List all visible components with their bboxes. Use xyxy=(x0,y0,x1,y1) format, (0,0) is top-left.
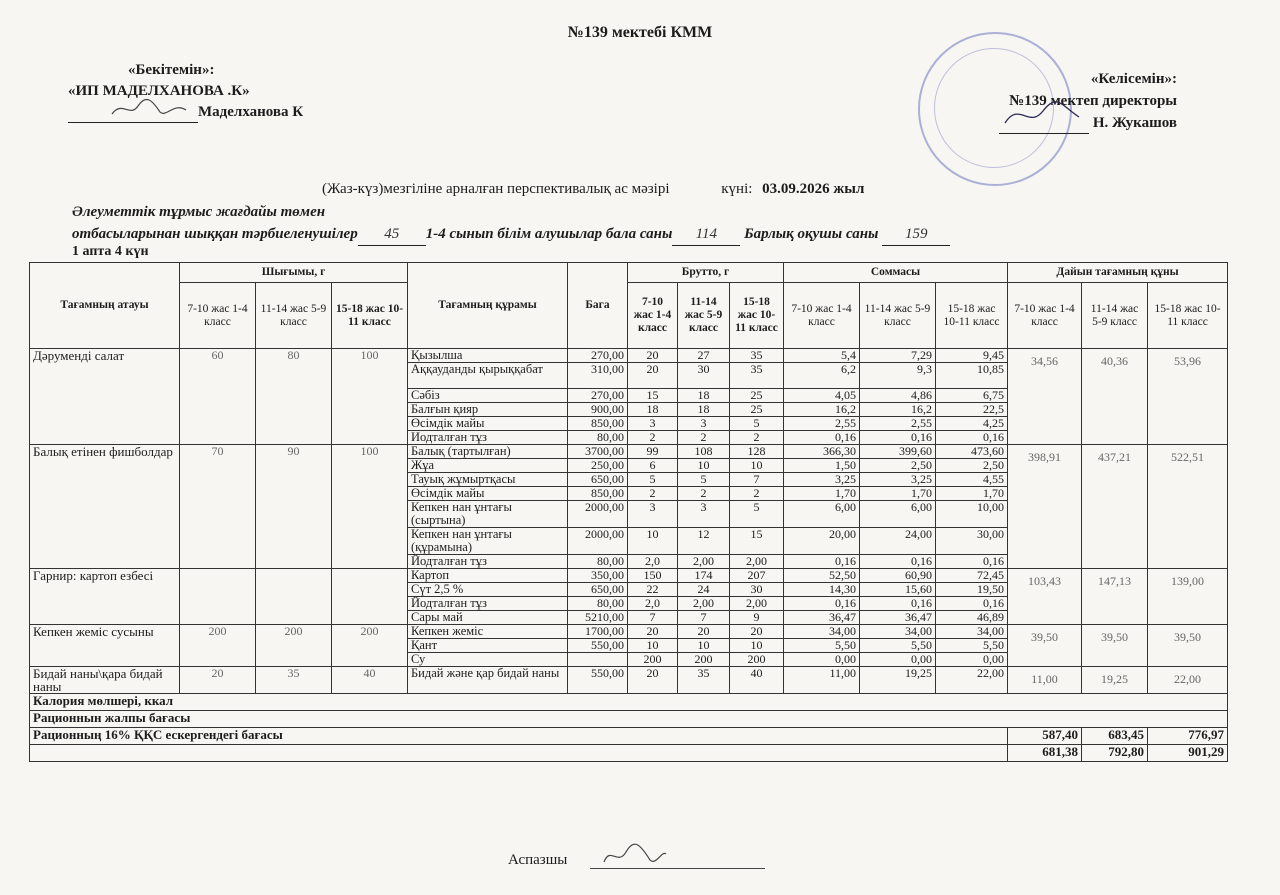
ingredient-sum: 34,00 xyxy=(860,625,936,639)
gross-weight: 18 xyxy=(678,403,730,417)
gross-weight: 20 xyxy=(730,625,784,639)
social-block xyxy=(72,201,950,246)
ingredient-price: 270,00 xyxy=(568,389,628,403)
gross-weight: 10 xyxy=(628,528,678,555)
ingredient-price xyxy=(568,653,628,667)
gross-weight: 2,00 xyxy=(678,555,730,569)
gross-weight: 20 xyxy=(628,349,678,363)
ingredient-sum: 34,00 xyxy=(784,625,860,639)
agree-block xyxy=(962,68,1177,134)
gross-weight: 3 xyxy=(628,501,678,528)
gross-weight: 2 xyxy=(730,431,784,445)
gross-weight: 20 xyxy=(628,363,678,389)
ingredient-sum: 1,70 xyxy=(936,487,1008,501)
header-sum: Соммасы xyxy=(784,263,1008,283)
ingredient-sum: 0,16 xyxy=(784,597,860,611)
dish-cost: 103,43 xyxy=(1008,569,1082,625)
header-composition: Тағамның құрамы xyxy=(408,263,568,349)
grade-1-4-count: 114 xyxy=(672,223,740,246)
header-gross-3: 15-18 жас 10-11 класс xyxy=(730,283,784,349)
cook-label: Аспазшы xyxy=(508,852,568,868)
signature-scribble xyxy=(108,98,238,120)
header-sum-2: 11-14 жас 5-9 класс xyxy=(860,283,936,349)
gross-weight: 15 xyxy=(730,528,784,555)
dish-cost: 19,25 xyxy=(1082,667,1148,694)
total-price-label: Рационнын жалпы бағасы xyxy=(30,711,1228,728)
ingredient-sum: 0,00 xyxy=(784,653,860,667)
ingredient-sum: 52,50 xyxy=(784,569,860,583)
ingredient-sum: 36,47 xyxy=(784,611,860,625)
gross-weight: 35 xyxy=(678,667,730,694)
dish-yield: 200 xyxy=(332,625,408,667)
gross-weight: 2,0 xyxy=(628,597,678,611)
gross-weight: 5 xyxy=(678,473,730,487)
ingredient-sum: 0,16 xyxy=(860,431,936,445)
dish-yield: 100 xyxy=(332,445,408,569)
ingredient-sum: 30,00 xyxy=(936,528,1008,555)
dish-cost: 522,51 xyxy=(1148,445,1228,569)
vat-price-2: 792,80 xyxy=(1082,745,1148,762)
agree-role: №139 мектеп директоры xyxy=(1009,93,1177,109)
header-yield-2: 11-14 жас 5-9 класс xyxy=(256,283,332,349)
ingredient-sum: 9,45 xyxy=(936,349,1008,363)
social-line2: отбасыларынан шыққан тәрбиеленушілер xyxy=(72,226,358,242)
ingredient-sum: 4,05 xyxy=(784,389,860,403)
ingredient-price: 350,00 xyxy=(568,569,628,583)
gross-weight: 10 xyxy=(730,459,784,473)
ingredient-sum: 20,00 xyxy=(784,528,860,555)
ingredient-name: Тауық жұмыртқасы xyxy=(408,473,568,487)
gross-weight: 2 xyxy=(628,487,678,501)
gross-weight: 12 xyxy=(678,528,730,555)
header-dish: Тағамның атауы xyxy=(30,263,180,349)
ingredient-sum: 3,25 xyxy=(784,473,860,487)
gross-weight: 20 xyxy=(628,667,678,694)
ingredient-sum: 366,30 xyxy=(784,445,860,459)
ingredient-sum: 0,16 xyxy=(784,555,860,569)
ingredient-sum: 2,55 xyxy=(784,417,860,431)
ingredient-sum: 0,00 xyxy=(936,653,1008,667)
dish-name: Гарнир: картоп езбесі xyxy=(30,569,180,625)
ingredient-sum: 0,16 xyxy=(784,431,860,445)
dish-yield: 40 xyxy=(332,667,408,694)
dish-cost: 34,56 xyxy=(1008,349,1082,445)
gross-weight: 27 xyxy=(678,349,730,363)
ingredient-name: Картоп xyxy=(408,569,568,583)
ingredient-sum: 9,3 xyxy=(860,363,936,389)
gross-weight: 24 xyxy=(678,583,730,597)
ingredient-sum: 72,45 xyxy=(936,569,1008,583)
ingredient-sum: 6,00 xyxy=(784,501,860,528)
ingredient-sum: 7,29 xyxy=(860,349,936,363)
gross-weight: 2 xyxy=(730,487,784,501)
gross-weight: 2,0 xyxy=(628,555,678,569)
gross-weight: 150 xyxy=(628,569,678,583)
header-yield-3: 15-18 жас 10-11 класс xyxy=(332,283,408,349)
ingredient-sum: 0,16 xyxy=(936,431,1008,445)
ingredient-sum: 0,16 xyxy=(860,597,936,611)
ingredient-price: 650,00 xyxy=(568,473,628,487)
total-price-2: 683,45 xyxy=(1082,728,1148,745)
dish-yield xyxy=(332,569,408,625)
ingredient-sum: 1,70 xyxy=(784,487,860,501)
ingredient-name: Балық (тартылған) xyxy=(408,445,568,459)
ingredient-name: Кепкен жеміс xyxy=(408,625,568,639)
ingredient-price: 2000,00 xyxy=(568,528,628,555)
gross-weight: 35 xyxy=(730,363,784,389)
ingredient-price: 1700,00 xyxy=(568,625,628,639)
gross-weight: 108 xyxy=(678,445,730,459)
ingredient-price: 900,00 xyxy=(568,403,628,417)
gross-weight: 99 xyxy=(628,445,678,459)
ingredient-sum: 22,00 xyxy=(936,667,1008,694)
table-row xyxy=(30,349,1228,363)
ingredient-name: Сәбіз xyxy=(408,389,568,403)
ingredient-sum: 3,25 xyxy=(860,473,936,487)
approve-block xyxy=(68,60,303,123)
social-line1: Әлеуметтік тұрмыс жағдайы төмен xyxy=(72,204,326,220)
ingredient-sum: 11,00 xyxy=(784,667,860,694)
dish-cost: 22,00 xyxy=(1148,667,1228,694)
header-gross-2: 11-14 жас 5-9 класс xyxy=(678,283,730,349)
ingredient-name: Йодталған тұз xyxy=(408,597,568,611)
ingredient-sum: 1,50 xyxy=(784,459,860,473)
ingredient-sum: 6,75 xyxy=(936,389,1008,403)
ingredient-sum: 0,00 xyxy=(860,653,936,667)
week-label: 1 апта 4 күн xyxy=(72,244,149,259)
gross-weight: 200 xyxy=(678,653,730,667)
table-row xyxy=(30,667,1228,694)
vat-price-3: 901,29 xyxy=(1148,745,1228,762)
ingredient-sum: 19,50 xyxy=(936,583,1008,597)
gross-weight: 10 xyxy=(628,639,678,653)
gross-weight: 10 xyxy=(678,639,730,653)
gross-weight: 2,00 xyxy=(730,597,784,611)
ingredient-name: Қант xyxy=(408,639,568,653)
ingredient-name: Бидай және қар бидай наны xyxy=(408,667,568,694)
menu-title: (Жаз-күз)мезгіліне арналған перспективалық ас мәзірі күні: 03.09.2026 жыл xyxy=(322,181,865,197)
ingredient-price: 550,00 xyxy=(568,667,628,694)
ingredient-sum: 16,2 xyxy=(860,403,936,417)
gross-weight: 20 xyxy=(628,625,678,639)
total-price-3: 776,97 xyxy=(1148,728,1228,745)
ingredient-name: Аққауданды қырыққабат xyxy=(408,363,568,389)
ingredient-price: 3700,00 xyxy=(568,445,628,459)
gross-weight: 5 xyxy=(730,417,784,431)
dish-name: Балық етінен фишболдар xyxy=(30,445,180,569)
vat-price-1: 681,38 xyxy=(1008,745,1082,762)
dish-yield: 100 xyxy=(332,349,408,445)
approver-name: Маделханова К xyxy=(198,104,304,120)
ingredient-sum: 4,86 xyxy=(860,389,936,403)
dish-cost: 11,00 xyxy=(1008,667,1082,694)
gross-weight: 5 xyxy=(628,473,678,487)
ingredient-sum: 2,50 xyxy=(936,459,1008,473)
gross-weight: 7 xyxy=(628,611,678,625)
gross-weight: 20 xyxy=(678,625,730,639)
grade-label: 1-4 сынып білім алушылар бала саны xyxy=(425,226,673,242)
signature-scribble-director xyxy=(999,101,1089,131)
gross-weight: 2 xyxy=(678,487,730,501)
header-cost: Дайын тағамның құны xyxy=(1008,263,1228,283)
ingredient-price: 550,00 xyxy=(568,639,628,653)
ingredient-name: Жұа xyxy=(408,459,568,473)
ingredient-price: 310,00 xyxy=(568,363,628,389)
header-cost-1: 7-10 жас 1-4 класс xyxy=(1008,283,1082,349)
agree-label: «Келісемін»: xyxy=(1090,71,1177,87)
header-sum-3: 15-18 жас 10-11 класс xyxy=(936,283,1008,349)
header-sum-1: 7-10 жас 1-4 класс xyxy=(784,283,860,349)
ingredient-price: 5210,00 xyxy=(568,611,628,625)
ingredient-sum: 0,16 xyxy=(936,555,1008,569)
gross-weight: 6 xyxy=(628,459,678,473)
ingredient-sum: 46,89 xyxy=(936,611,1008,625)
dish-yield: 200 xyxy=(256,625,332,667)
ingredient-name: Кепкен нан ұнтағы (құрамына) xyxy=(408,528,568,555)
dish-cost: 39,50 xyxy=(1008,625,1082,667)
gross-weight: 30 xyxy=(678,363,730,389)
signature-line xyxy=(68,108,198,123)
ingredient-name: Йодталған тұз xyxy=(408,555,568,569)
ingredient-sum: 10,85 xyxy=(936,363,1008,389)
ingredient-sum: 0,16 xyxy=(936,597,1008,611)
gross-weight: 10 xyxy=(678,459,730,473)
ingredient-price: 850,00 xyxy=(568,487,628,501)
dish-yield: 60 xyxy=(180,349,256,445)
ingredient-name: Кепкен нан ұнтағы (сыртына) xyxy=(408,501,568,528)
vat-label: Рационның 16% ҚҚС ескергендегі бағасы xyxy=(30,728,1008,745)
dish-yield: 200 xyxy=(180,625,256,667)
dish-cost: 53,96 xyxy=(1148,349,1228,445)
approve-label: «Бекітемін»: xyxy=(128,62,215,78)
cook-signature-scribble xyxy=(600,842,670,870)
gross-weight: 2 xyxy=(628,431,678,445)
ingredient-name: Өсімдік майы xyxy=(408,417,568,431)
header-yield: Шығымы, г xyxy=(180,263,408,283)
ingredient-sum: 0,16 xyxy=(860,555,936,569)
gross-weight: 3 xyxy=(628,417,678,431)
dish-name: Дәруменді салат xyxy=(30,349,180,445)
ingredient-name: Иодталған тұз xyxy=(408,431,568,445)
dish-yield: 70 xyxy=(180,445,256,569)
ingredient-sum: 22,5 xyxy=(936,403,1008,417)
ingredient-sum: 10,00 xyxy=(936,501,1008,528)
low-income-count: 45 xyxy=(358,223,426,246)
ingredient-sum: 399,60 xyxy=(860,445,936,459)
ingredient-sum: 60,90 xyxy=(860,569,936,583)
date-value: 03.09.2026 жыл xyxy=(762,181,865,197)
header-gross: Брутто, г xyxy=(628,263,784,283)
ingredient-sum: 34,00 xyxy=(936,625,1008,639)
gross-weight: 15 xyxy=(628,389,678,403)
ingredient-sum: 5,50 xyxy=(936,639,1008,653)
ingredient-sum: 6,2 xyxy=(784,363,860,389)
ingredient-name: Сары май xyxy=(408,611,568,625)
dish-yield: 80 xyxy=(256,349,332,445)
dish-yield xyxy=(180,569,256,625)
header-gross-1: 7-10 жас 1-4 класс xyxy=(628,283,678,349)
ingredient-price: 2000,00 xyxy=(568,501,628,528)
table-row xyxy=(30,445,1228,459)
ingredient-sum: 4,55 xyxy=(936,473,1008,487)
total-label: Барлық оқушы саны xyxy=(744,226,879,242)
ingredient-price: 250,00 xyxy=(568,459,628,473)
ingredient-sum: 36,47 xyxy=(860,611,936,625)
ingredient-name: Өсімдік майы xyxy=(408,487,568,501)
header-cost-3: 15-18 жас 10-11 класс xyxy=(1148,283,1228,349)
dish-cost: 398,91 xyxy=(1008,445,1082,569)
gross-weight: 2,00 xyxy=(678,597,730,611)
approver-org: «ИП МАДЕЛХАНОВА .К» xyxy=(68,83,250,99)
ingredient-price: 80,00 xyxy=(568,431,628,445)
gross-weight: 2 xyxy=(678,431,730,445)
dish-cost: 40,36 xyxy=(1082,349,1148,445)
ingredient-price: 850,00 xyxy=(568,417,628,431)
dish-cost: 39,50 xyxy=(1148,625,1228,667)
gross-weight: 200 xyxy=(730,653,784,667)
dish-cost: 39,50 xyxy=(1082,625,1148,667)
gross-weight: 18 xyxy=(678,389,730,403)
gross-weight: 30 xyxy=(730,583,784,597)
gross-weight: 35 xyxy=(730,349,784,363)
header-price: Бага xyxy=(568,263,628,349)
total-count: 159 xyxy=(882,223,950,246)
ingredient-price: 80,00 xyxy=(568,555,628,569)
ingredient-sum: 5,50 xyxy=(784,639,860,653)
ingredient-sum: 15,60 xyxy=(860,583,936,597)
ingredient-sum: 19,25 xyxy=(860,667,936,694)
gross-weight: 128 xyxy=(730,445,784,459)
header-cost-2: 11-14 жас 5-9 класс xyxy=(1082,283,1148,349)
gross-weight: 2,00 xyxy=(730,555,784,569)
table-row xyxy=(30,569,1228,583)
ingredient-price: 80,00 xyxy=(568,597,628,611)
dish-yield xyxy=(256,569,332,625)
dish-cost: 139,00 xyxy=(1148,569,1228,625)
gross-weight: 18 xyxy=(628,403,678,417)
dish-cost: 147,13 xyxy=(1082,569,1148,625)
ingredient-sum: 4,25 xyxy=(936,417,1008,431)
ingredient-sum: 6,00 xyxy=(860,501,936,528)
dish-yield: 90 xyxy=(256,445,332,569)
gross-weight: 9 xyxy=(730,611,784,625)
ingredient-name: Балғын қияр xyxy=(408,403,568,417)
ingredient-sum: 5,4 xyxy=(784,349,860,363)
agree-name: Н. Жукашов xyxy=(1092,115,1177,131)
summary-body xyxy=(30,694,1228,762)
header-yield-1: 7-10 жас 1-4 класс xyxy=(180,283,256,349)
ingredient-name: Сүт 2,5 % xyxy=(408,583,568,597)
ingredient-sum: 2,50 xyxy=(860,459,936,473)
ingredient-sum: 473,60 xyxy=(936,445,1008,459)
school-title: №139 мектебі КММ xyxy=(567,24,713,41)
signature-line-director xyxy=(999,119,1089,134)
ingredient-name: Қызылша xyxy=(408,349,568,363)
gross-weight: 10 xyxy=(730,639,784,653)
gross-weight: 207 xyxy=(730,569,784,583)
gross-weight: 25 xyxy=(730,403,784,417)
date-label: күні: xyxy=(721,181,753,197)
menu-table xyxy=(29,262,1228,762)
calories-label: Калория мөлшері, ккал xyxy=(30,694,1228,711)
ingredient-sum: 24,00 xyxy=(860,528,936,555)
gross-weight: 7 xyxy=(730,473,784,487)
gross-weight: 3 xyxy=(678,417,730,431)
ingredient-sum: 2,55 xyxy=(860,417,936,431)
dish-yield: 20 xyxy=(180,667,256,694)
gross-weight: 22 xyxy=(628,583,678,597)
vat-spacer xyxy=(30,745,1008,762)
dish-name: Кепкен жеміс сусыны xyxy=(30,625,180,667)
dish-name: Бидай наны\қара бидай наны xyxy=(30,667,180,694)
gross-weight: 40 xyxy=(730,667,784,694)
gross-weight: 25 xyxy=(730,389,784,403)
gross-weight: 174 xyxy=(678,569,730,583)
gross-weight: 5 xyxy=(730,501,784,528)
table-row xyxy=(30,625,1228,639)
gross-weight: 7 xyxy=(678,611,730,625)
gross-weight: 200 xyxy=(628,653,678,667)
ingredient-sum: 1,70 xyxy=(860,487,936,501)
menu-body xyxy=(30,349,1228,694)
dish-cost: 437,21 xyxy=(1082,445,1148,569)
gross-weight: 3 xyxy=(678,501,730,528)
ingredient-sum: 14,30 xyxy=(784,583,860,597)
ingredient-price: 270,00 xyxy=(568,349,628,363)
ingredient-name: Су xyxy=(408,653,568,667)
ingredient-sum: 16,2 xyxy=(784,403,860,417)
ingredient-price: 650,00 xyxy=(568,583,628,597)
dish-yield: 35 xyxy=(256,667,332,694)
ingredient-sum: 5,50 xyxy=(860,639,936,653)
total-price-1: 587,40 xyxy=(1008,728,1082,745)
